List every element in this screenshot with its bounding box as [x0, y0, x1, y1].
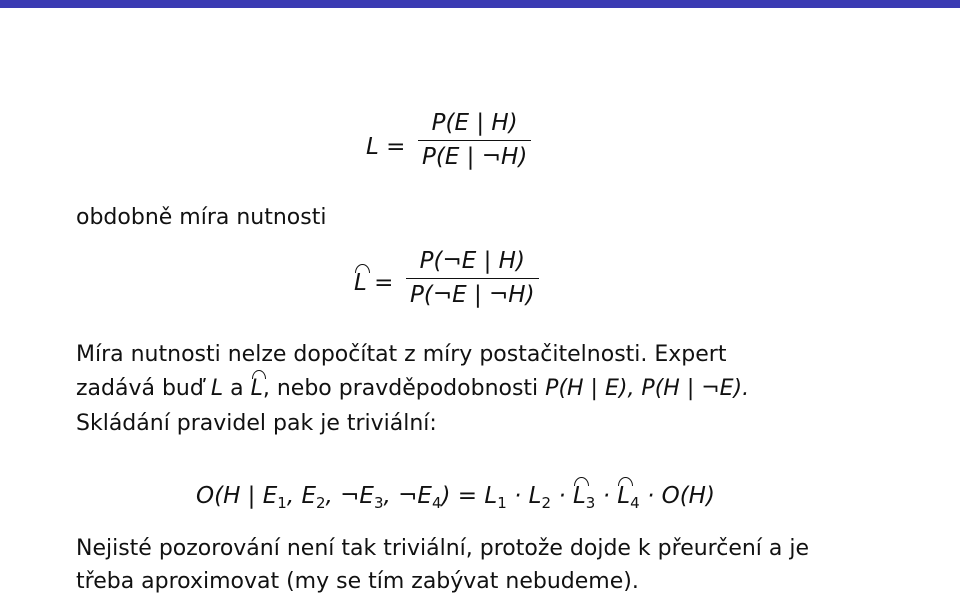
formula3-sub: 1 [497, 494, 507, 512]
paragraph1-line2-a: a [230, 376, 244, 401]
formula2-lhs-symbol: L [354, 270, 367, 296]
formula2-equals: = [374, 270, 394, 296]
paragraph1-line1: Míra nutnosti nelze dopočítat z míry postačitelnosti. Expert [76, 342, 727, 367]
paragraph1-line2 [76, 376, 749, 401]
formula3-sub: 1 [277, 494, 287, 512]
formula3-part: , E [286, 483, 316, 509]
formula3-sub: 3 [373, 494, 384, 512]
paragraph1-line2-probs: P(H | E), P(H | ¬E). [545, 376, 750, 401]
top-accent-bar [0, 0, 960, 8]
formula3-part: · [551, 483, 573, 509]
paragraph1-line2-pre: zadává buď [76, 376, 204, 401]
paragraph1-line2-mid: , nebo pravděpodobnosti [262, 376, 539, 401]
formula3-part: O(H | E [196, 483, 278, 509]
formula2-fraction [406, 248, 539, 308]
formula3-part: , ¬E [383, 483, 432, 509]
paragraph2-line1: Nejisté pozorování není tak triviální, protože dojde k přeurčení a je [76, 536, 810, 561]
formula3-part: ) = L [441, 483, 498, 509]
formula3-hat-l4: L [617, 483, 631, 509]
formula3 [196, 483, 715, 512]
formula3-sub: 3 [585, 494, 596, 512]
formula3-sub: 2 [541, 494, 552, 512]
formula3-part: · O(H) [639, 483, 715, 509]
paragraph1-line2-Lhat: L [250, 376, 263, 401]
formula3-part: · [595, 483, 618, 509]
formula2-lhs [354, 270, 393, 296]
formula1-denominator: P(E | ¬H) [422, 144, 528, 170]
formula3-part: , ¬E [325, 483, 374, 509]
formula2-fraction-bar [406, 278, 539, 279]
formula3-sub: 4 [431, 494, 442, 512]
formula3-sub: 4 [630, 494, 640, 512]
paragraph1-line3: Skládání pravidel pak je triviální: [76, 411, 437, 436]
formula3-part: · L [506, 483, 542, 509]
formula1-lhs: L = [366, 134, 406, 160]
formula3-hat-l3: L [572, 483, 586, 509]
paragraph2-line2: třeba aproximovat (my se tím zabývat nebudeme). [76, 569, 639, 594]
paragraph1-line2-L: L [210, 376, 224, 401]
formula3-sub: 2 [315, 494, 326, 512]
label-necessity: obdobně míra nutnosti [76, 205, 327, 230]
formula2-denominator: P(¬E | ¬H) [410, 282, 535, 308]
formula1-fraction-bar [418, 140, 531, 141]
formula2-numerator: P(¬E | H) [419, 248, 525, 274]
formula1-numerator: P(E | H) [431, 110, 518, 136]
formula1-fraction [418, 110, 531, 170]
